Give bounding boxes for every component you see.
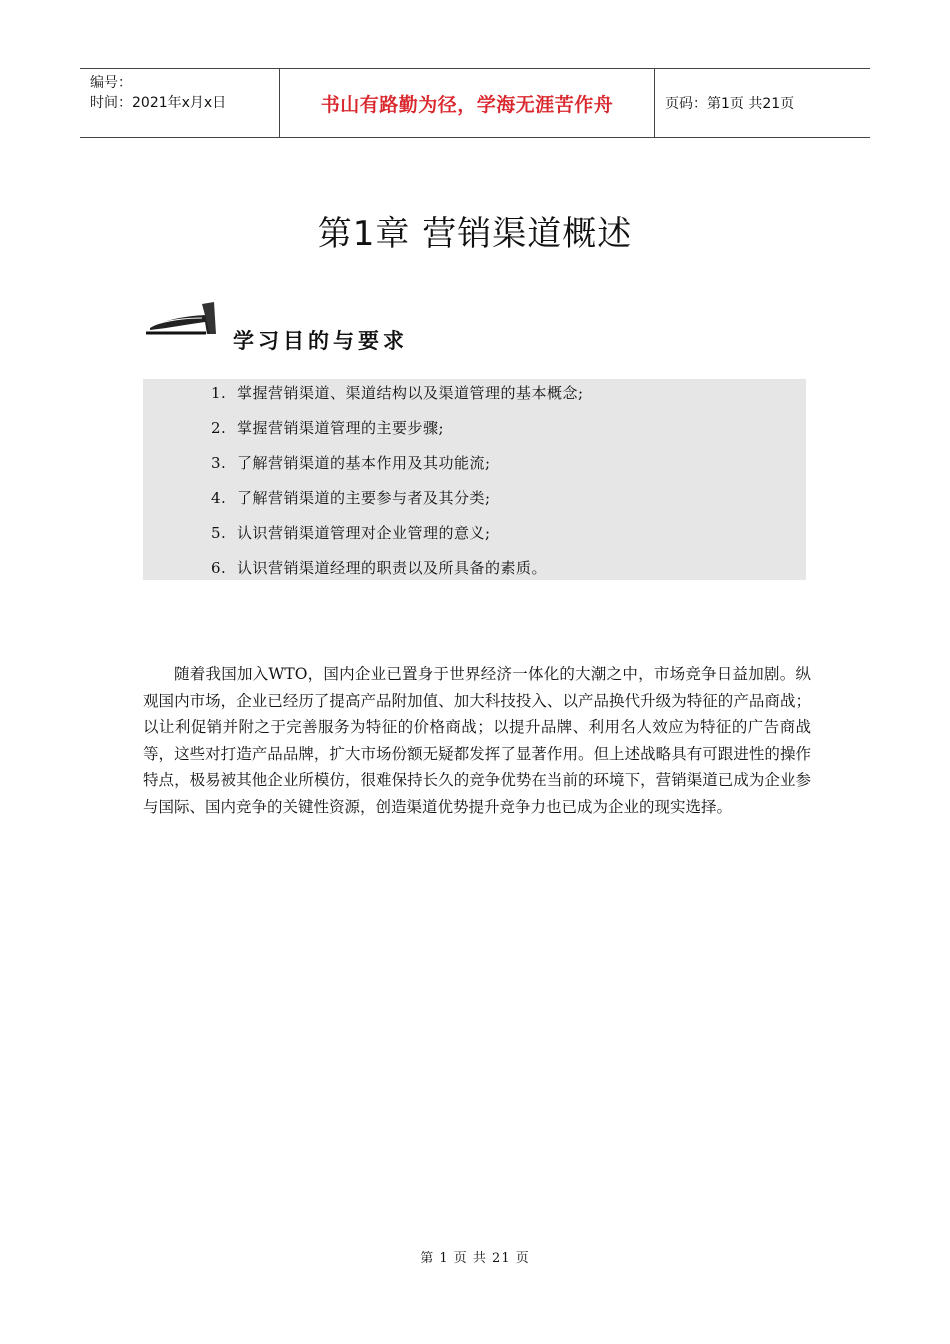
- list-item: 2. 掌握营销渠道管理的主要步骤;: [211, 419, 445, 437]
- document-number-label: 编号：: [90, 75, 132, 91]
- list-item: 3. 了解营销渠道的基本作用及其功能流;: [211, 454, 491, 472]
- list-item: 4. 了解营销渠道的主要参与者及其分类;: [211, 489, 491, 507]
- list-item: 6. 认识营销渠道经理的职责以及所具备的素质。: [211, 559, 548, 577]
- page-footer: 第 1 页 共 21 页: [420, 1251, 530, 1266]
- body-paragraph: 随着我国加入WTO，国内企业已置身于世界经济一体化的大潮之中，市场竞争日益加剧。纵观国内市场，企业已经历了提高产品附加值、加大科技投入、以产品换代升级为特征的产品商战；以让利促销并附之于完善服务为特征的价格商战；以提升品牌、利用名人效应为特征的广告商战等，这些对打造产品品牌，扩大市场份额无疑都发挥了显著作用。但上述战略具有可跟进性的操作特点，极易被其他企业所模仿，很难保持长久的竞争优势在当前的环境下，营销渠道已成为企业参与国际、国内竞争的关键性资源，创造渠道优势提升竞争力也已成为企业的现实选择。: [143, 665, 811, 816]
- list-item: 1. 掌握营销渠道、渠道结构以及渠道管理的基本概念;: [211, 384, 584, 402]
- chapter-title: 第1章 营销渠道概述: [317, 214, 633, 254]
- section-heading: 学习目的与要求: [233, 328, 408, 353]
- page-number-label: 页码：第1页 共21页: [665, 96, 795, 112]
- objectives-list: [143, 379, 806, 580]
- header-meta: [80, 69, 280, 137]
- quill-pen-icon: [144, 298, 224, 338]
- list-item: 5. 认识营销渠道管理对企业管理的意义;: [211, 524, 491, 542]
- motto-text: 书山有路勤为径，学海无涯苦作舟: [320, 93, 614, 116]
- page-header: [80, 68, 870, 138]
- date-label: 时间：2021年x月x日: [90, 95, 227, 111]
- header-motto-cell: [280, 69, 655, 137]
- header-page-cell: [655, 69, 870, 137]
